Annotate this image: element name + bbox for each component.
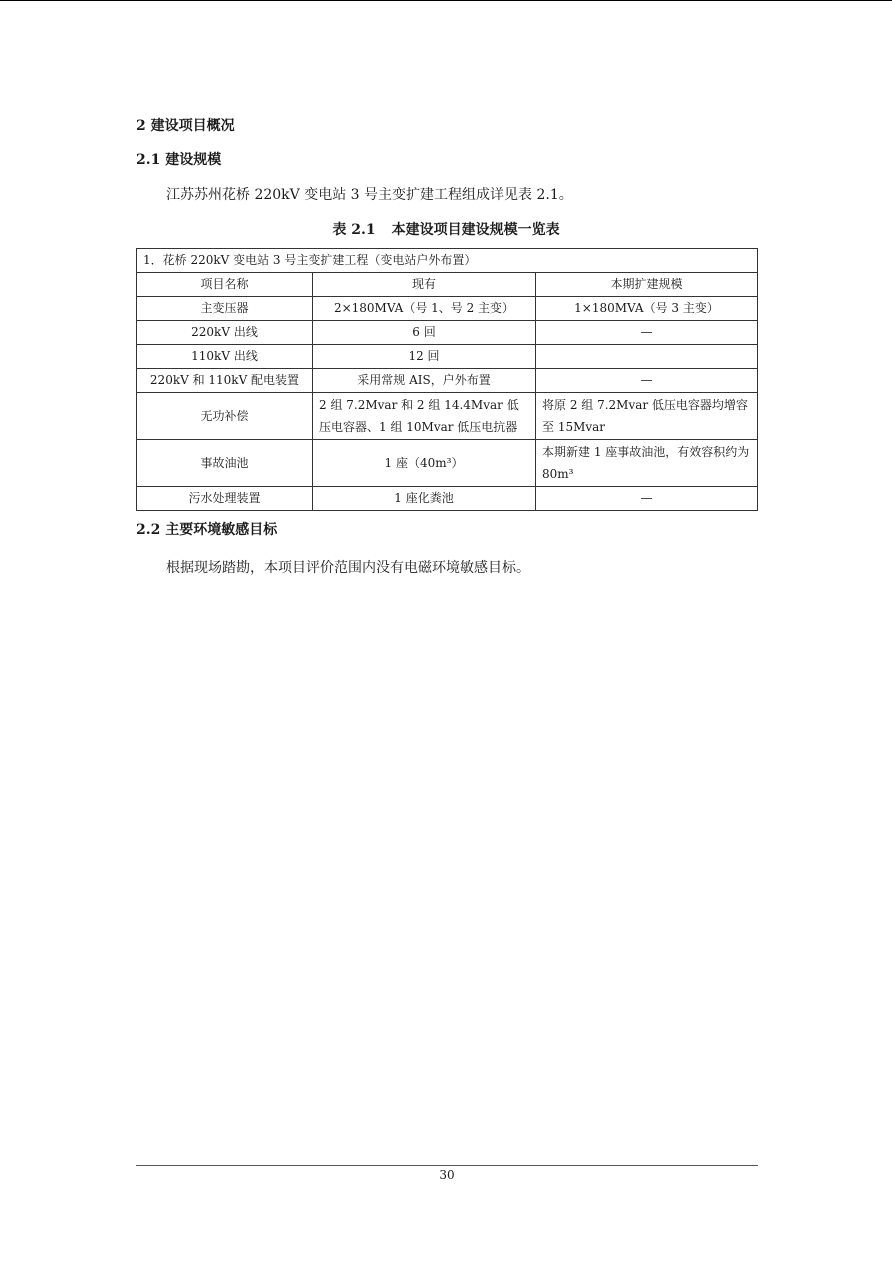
subsection-heading-sensitive-targets: 2.2 主要环境敏感目标 <box>136 522 278 538</box>
cell-item-name: 污水处理装置 <box>137 487 313 511</box>
table-row <box>137 345 758 369</box>
cell-expansion: 1×180MVA（号 3 主变） <box>536 297 758 321</box>
header-existing: 现有 <box>313 273 536 297</box>
cell-existing: 12 回 <box>313 345 536 369</box>
cell-existing: 1 座（40m³） <box>313 440 536 487</box>
cell-expansion: — <box>536 369 758 393</box>
scale-paragraph: 江苏苏州花桥 220kV 变电站 3 号主变扩建工程组成详见表 2.1。 <box>166 187 573 203</box>
cell-item-name: 220kV 和 110kV 配电装置 <box>137 369 313 393</box>
subsection-heading-scale: 2.1 建设规模 <box>136 152 222 168</box>
table-group-row <box>137 249 758 273</box>
table-row <box>137 440 758 487</box>
header-expansion: 本期扩建规模 <box>536 273 758 297</box>
cell-existing: 采用常规 AIS，户外布置 <box>313 369 536 393</box>
footer-divider <box>136 1165 758 1166</box>
cell-expansion: — <box>536 321 758 345</box>
cell-item-name: 110kV 出线 <box>137 345 313 369</box>
section-heading: 2 建设项目概况 <box>136 118 235 134</box>
table-row <box>137 393 758 440</box>
page-number: 30 <box>439 1168 455 1182</box>
table-caption-number: 表 2.1 <box>332 222 376 238</box>
top-border-line <box>0 0 892 1</box>
sensitive-targets-paragraph: 根据现场踏勘，本项目评价范围内没有电磁环境敏感目标。 <box>166 560 530 576</box>
construction-scale-table <box>136 248 758 511</box>
table-group-title: 1．花桥 220kV 变电站 3 号主变扩建工程（变电站户外布置） <box>137 249 758 273</box>
table-row <box>137 487 758 511</box>
cell-expansion: — <box>536 487 758 511</box>
header-item-name: 项目名称 <box>137 273 313 297</box>
table-row <box>137 321 758 345</box>
cell-item-name: 无功补偿 <box>137 393 313 440</box>
cell-existing: 2 组 7.2Mvar 和 2 组 14.4Mvar 低压电容器、1 组 10Mvar 低压电抗器 <box>313 393 536 440</box>
cell-existing: 1 座化粪池 <box>313 487 536 511</box>
table-row <box>137 297 758 321</box>
cell-existing: 6 回 <box>313 321 536 345</box>
cell-item-name: 事故油池 <box>137 440 313 487</box>
table-row <box>137 369 758 393</box>
table-header-row <box>137 273 758 297</box>
table-caption-title: 本建设项目建设规模一览表 <box>391 222 560 238</box>
cell-item-name: 主变压器 <box>137 297 313 321</box>
cell-expansion: 本期新建 1 座事故油池，有效容积约为 80m³ <box>536 440 758 487</box>
cell-expansion <box>536 345 758 369</box>
table-caption <box>136 220 756 240</box>
cell-item-name: 220kV 出线 <box>137 321 313 345</box>
cell-existing: 2×180MVA（号 1、号 2 主变） <box>313 297 536 321</box>
cell-expansion: 将原 2 组 7.2Mvar 低压电容器均增容至 15Mvar <box>536 393 758 440</box>
